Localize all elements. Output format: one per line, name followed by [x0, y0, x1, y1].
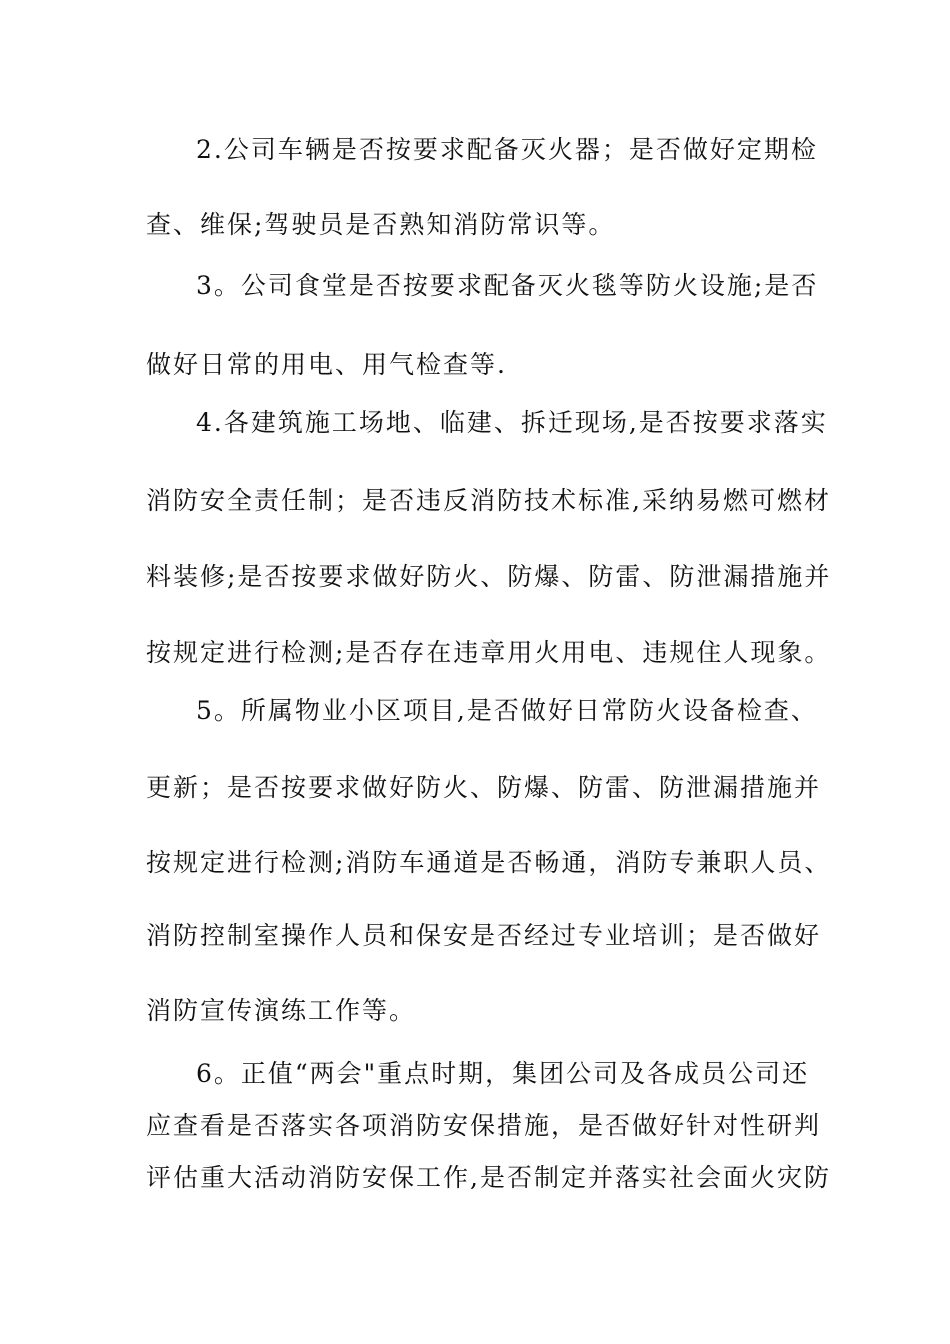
- paragraph-5-line-1: 5。所属物业小区项目,是否做好日常防火设备检查、: [196, 696, 818, 725]
- paragraph-2-line-1: 2.公司车辆是否按要求配备灭火器；是否做好定期检: [196, 135, 818, 164]
- paragraph-5-line-3: 按规定进行检测;消防车通道是否畅通，消防专兼职人员、: [146, 848, 832, 877]
- paragraph-4-line-4: 按规定进行检测;是否存在违章用火用电、违规住人现象。: [146, 638, 832, 667]
- paragraph-4-line-3: 料装修;是否按要求做好防火、防爆、防雷、防泄漏措施并: [146, 562, 832, 591]
- paragraph-6-line-2: 应查看是否落实各项消防安保措施，是否做好针对性研判: [146, 1111, 822, 1140]
- paragraph-6-line-1: 6。正值“两会"重点时期，集团公司及各成员公司还: [196, 1059, 810, 1088]
- paragraph-3-line-2: 做好日常的用电、用气检查等.: [146, 350, 507, 379]
- paragraph-5-line-4: 消防控制室操作人员和保安是否经过专业培训；是否做好: [146, 921, 822, 950]
- paragraph-5-line-5: 消防宣传演练工作等。: [146, 996, 417, 1025]
- paragraph-4-line-2: 消防安全责任制；是否违反消防技术标准,采纳易燃可燃材: [146, 486, 831, 515]
- paragraph-2-line-2: 查、维保;驾驶员是否熟知消防常识等。: [146, 210, 616, 239]
- paragraph-5-line-2: 更新；是否按要求做好防火、防爆、防雷、防泄漏措施并: [146, 773, 822, 802]
- paragraph-4-line-1: 4.各建筑施工场地、临建、拆迁现场,是否按要求落实: [196, 408, 828, 437]
- paragraph-3-line-1: 3。公司食堂是否按要求配备灭火毯等防火设施;是否: [196, 271, 819, 300]
- paragraph-6-line-3: 评估重大活动消防安保工作,是否制定并落实社会面火灾防: [146, 1163, 831, 1192]
